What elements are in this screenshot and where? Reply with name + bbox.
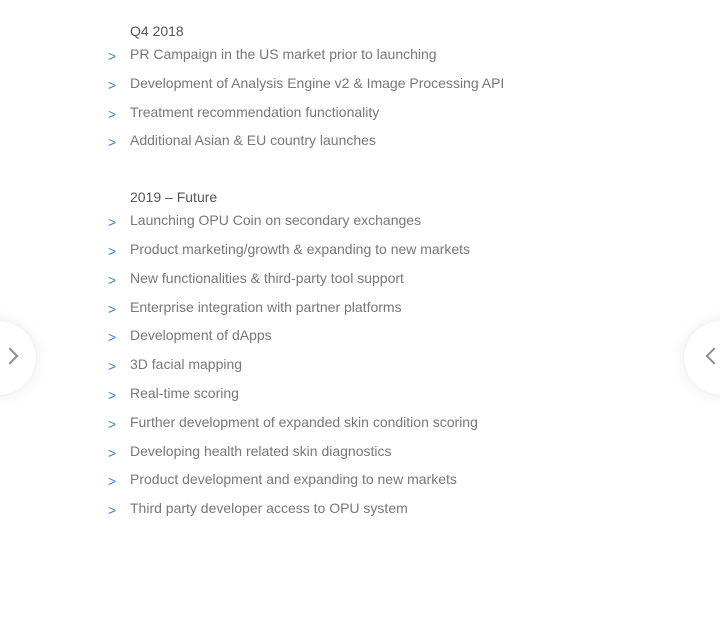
list-item [108, 73, 628, 102]
roadmap-list [108, 44, 628, 159]
bullet-icon: > [108, 214, 117, 231]
list-item [108, 325, 628, 354]
list-item-text: Development of dApps [130, 327, 272, 344]
list-item-text: New functionalities & third-party tool support [130, 269, 404, 286]
list-item-text: 3D facial mapping [130, 356, 243, 373]
section-title: 2019 – Future [130, 189, 218, 206]
list-item-text: Enterprise integration with partner platforms [130, 298, 402, 315]
list-item [108, 44, 628, 73]
list-item [108, 412, 628, 441]
list-item [108, 383, 628, 412]
carousel-next-button[interactable] [684, 321, 720, 395]
list-item [108, 239, 628, 268]
list-item-text: Treatment recommendation functionality [130, 103, 380, 120]
list-item [108, 441, 628, 470]
list-item-text: Product marketing/growth & expanding to new markets [130, 240, 471, 257]
list-item-text: Real-time scoring [130, 384, 239, 401]
bullet-icon: > [108, 242, 117, 259]
list-item-text: Launching OPU Coin on secondary exchanges [130, 212, 422, 229]
chevron-left-icon [706, 348, 720, 365]
bullet-icon: > [108, 415, 117, 432]
roadmap-section-2019-future [108, 187, 628, 527]
list-item [108, 498, 628, 527]
list-item-text: PR Campaign in the US market prior to launching [130, 46, 437, 62]
list-item-text: Additional Asian & EU country launches [130, 132, 376, 149]
list-item-text: Further development of expanded skin condition scoring [130, 413, 478, 430]
list-item [108, 102, 628, 131]
list-item [108, 354, 628, 383]
list-item [108, 130, 628, 159]
bullet-icon: > [108, 300, 117, 317]
bullet-icon: > [108, 134, 117, 151]
bullet-icon: > [108, 473, 117, 490]
bullet-icon: > [108, 444, 117, 461]
list-item [108, 297, 628, 326]
roadmap-list [108, 210, 628, 527]
list-item-text: Developing health related skin diagnostics [130, 442, 392, 459]
bullet-icon: > [108, 329, 117, 346]
bullet-icon: > [108, 386, 117, 403]
list-item [108, 469, 628, 498]
list-item [108, 268, 628, 297]
roadmap-section-q4-2018 [108, 21, 628, 159]
chevron-right-icon [2, 348, 19, 365]
bullet-icon: > [108, 76, 117, 93]
bullet-icon: > [108, 358, 117, 375]
roadmap-content [108, 21, 628, 527]
bullet-icon: > [108, 48, 117, 64]
list-item-text: Development of Analysis Engine v2 & Image Processing API [130, 74, 505, 91]
section-title: Q4 2018 [130, 23, 184, 39]
bullet-icon: > [108, 502, 117, 519]
list-item-text: Third party developer access to OPU system [130, 500, 408, 517]
list-item [108, 210, 628, 239]
list-item-text: Product development and expanding to new markets [130, 471, 457, 488]
bullet-icon: > [108, 271, 117, 288]
bullet-icon: > [108, 105, 117, 122]
carousel-prev-button[interactable] [0, 321, 36, 395]
